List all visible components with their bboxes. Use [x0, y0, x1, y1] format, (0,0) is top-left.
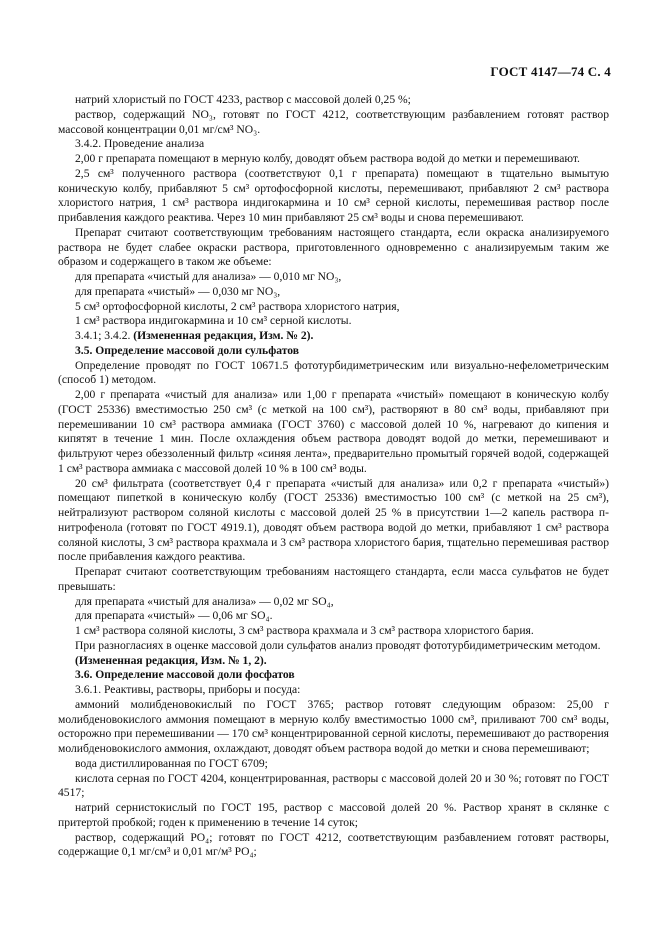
paragraph: Препарат считают соответствующим требованиям настоящего стандарта, если окраска анализируемого раствора не будет слабее окраски раствора, приготовленного одновременно с анализируемым таким же образом и содержащего в таком же объеме: [58, 225, 609, 269]
amendment-note: (Измененная редакция, Изм. № 1, 2). [75, 653, 267, 667]
list-item: 1 см³ раствора индигокармина и 10 см³ серной кислоты. [75, 314, 352, 328]
paragraph: раствор, содержащий PO₄; готовят по ГОСТ 4212, соответствующим разбавлением готовят растворы, содержащие 0,1 мг/см³ и 0,01 мг/м³ PO₄; [58, 830, 609, 859]
document-body [58, 93, 609, 860]
paragraph: натрий хлористый по ГОСТ 4233, раствор с массовой долей 0,25 %; [75, 93, 411, 106]
paragraph: 2,00 г препарата помещают в мерную колбу, доводят объем раствора водой до метки и перемешивают. [75, 152, 580, 165]
paragraph: 2,00 г препарата «чистый для анализа» или 1,00 г препарата «чистый» помещают в коническую колбу (ГОСТ 25336) вместимостью 250 см³ (с меткой на 100 см³), растворяют в 80 см³ воды, прибавляют при перемешивании 10 см³ раствора аммиака (ГОСТ 3760) с массовой долей 10 %, нагревают до кипения и кипятят в течение 1 мин. После охлаждения объем раствора доводят водой до метки, перемешивают и фильтруют через обеззоленный фильтр «синяя лента», предварительно промытый горячей водой, содержащей 1 см³ раствора аммиака с массовой долей 10 % в 100 см³ воды. [58, 388, 609, 475]
paragraph: вода дистиллированная по ГОСТ 6709; [75, 756, 268, 770]
paragraph: натрий сернистокислый по ГОСТ 195, раствор с массовой долей 20 %. Раствор хранят в склянке с притертой пробкой; годен к применению в течение 14 суток; [58, 801, 609, 829]
paragraph: аммоний молибденовокислый по ГОСТ 3765; раствор готовят следующим образом: 25,00 г молибденовокислого аммония помещают в мерную колбу вместимостью 1000 см³, приливают 700 см³ воды, осторожно при перемешивании — 170 см³ концентрированной серной кислоты, перемешивают до растворения молибденовокислого аммония, охлаждают, доводят объем раствора водой до метки и снова перемешивают; [58, 697, 609, 755]
paragraph: При разногласиях в оценке массовой доли сульфатов анализ проводят фототурбидиметрическим методом. [75, 638, 601, 652]
page-header: ГОСТ 4147—74 С. 4 [490, 64, 611, 79]
list-item: 1 см³ раствора соляной кислоты, 3 см³ раствора крахмала и 3 см³ раствора хлористого бария. [75, 624, 534, 637]
list-item: для препарата «чистый» — 0,030 мг NO₃, [75, 284, 281, 298]
amendment-label: (Измененная редакция, Изм. № 2). [133, 329, 314, 342]
list-item: для препарата «чистый» — 0,06 мг SO₄. [75, 609, 273, 623]
paragraph: 2,5 см³ полученного раствора (соответствуют 0,1 г препарата) помещают в тщательно вымытую коническую колбу, прибавляют 5 см³ ортофосфорной кислоты, перемешивают, прибавляют 2 см³ раствора хлористого натрия, 1 см³ раствора индигокармина и 10 см³ серной кислоты, перемешивая раствор после прибавления каждого реактива. Через 10 мин прибавляют 25 см³ воды и снова перемешивают. [58, 166, 609, 224]
paragraph: Препарат считают соответствующим требованиям настоящего стандарта, если масса сульфатов не будет превышать: [58, 565, 609, 593]
subsection-heading: 3.6.1. Реактивы, растворы, приборы и посуда: [75, 683, 301, 696]
section-heading: 3.6. Определение массовой доли фосфатов [75, 668, 295, 682]
list-item: для препарата «чистый для анализа» — 0,02 мг SO₄, [75, 594, 334, 608]
list-item: 5 см³ ортофосфорной кислоты, 2 см³ раствора хлористого натрия, [75, 299, 400, 313]
subsection-heading: 3.4.2. Проведение анализа [75, 137, 205, 151]
paragraph: 20 см³ фильтрата (соответствует 0,4 г препарата «чистый для анализа» или 0,2 г препарата «чистый») помещают пипеткой в коническую колбу (ГОСТ 25336) вместимостью 100 см³ (с меткой на 25 см³), нейтрализуют раствором соляной кислоты с массовой долей 25 % в присутствии 1—2 капель раствора п-нитрофенола (готовят по ГОСТ 4919.1), доводят объем раствора водой до метки, прибавляют 1 см³ раствора соляной кислоты, 3 см³ раствора крахмала и 3 см³ раствора хлористого бария, тщательно перемешивая раствор после прибавления каждого реактива. [58, 476, 609, 564]
paragraph: кислота серная по ГОСТ 4204, концентрированная, растворы с массовой долей 20 и 30 %; готовят по ГОСТ 4517; [58, 771, 609, 800]
list-item: для препарата «чистый для анализа» — 0,010 мг NO₃, [75, 270, 342, 283]
paragraph: Определение проводят по ГОСТ 10671.5 фототурбидиметрическим или визуально-нефелометрическим (способ 1) методом. [58, 358, 609, 387]
amendment-note: 3.4.1; 3.4.2. (Измененная редакция, Изм. № 2). [75, 329, 314, 342]
paragraph: раствор, содержащий NO₃, готовят по ГОСТ 4212, соответствующим разбавлением готовят раствор массовой концентрации 0,01 мг/см³ NO₃. [58, 107, 609, 136]
section-heading: 3.5. Определение массовой доли сульфатов [75, 343, 300, 357]
